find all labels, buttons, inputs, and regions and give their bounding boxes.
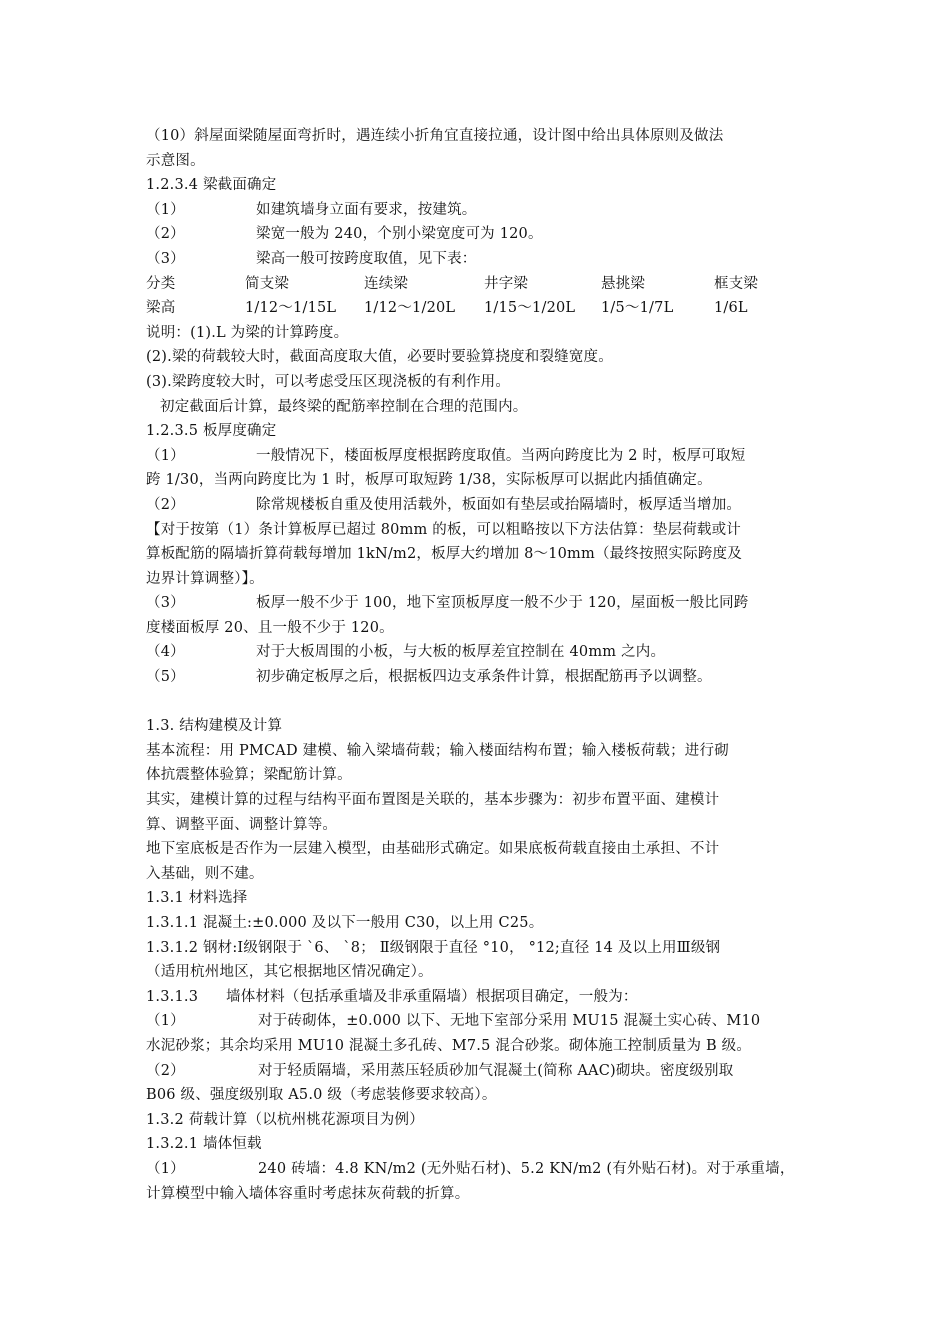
list-item: [146, 1059, 818, 1084]
paragraph-line: 计算模型中输入墙体容重时考虑抹灰荷载的折算。: [146, 1185, 470, 1202]
item-text: 板厚一般不少于 100，地下室顶板厚度一般不少于 120，屋面板一般比同跨: [256, 595, 749, 612]
item-text: 除常规楼板自重及使用活载外，板面如有垫层或抬隔墙时，板厚适当增加。: [256, 496, 742, 513]
table-cell: 分类: [146, 275, 176, 292]
table-cell: 连续梁: [364, 275, 409, 292]
item-text: 一般情况下，楼面板厚度根据跨度取值。当两向跨度比为 2 时，板厚可取短: [256, 447, 746, 464]
table-cell: 1/6L: [714, 300, 748, 317]
paragraph-line: 基本流程：用 PMCAD 建模、输入梁墙荷载；输入楼面结构布置；输入楼板荷载；进行砌: [146, 742, 729, 759]
item-text: 对于大板周围的小板，与大板的板厚差宜控制在 40mm 之内。: [256, 644, 666, 661]
item-text: 墙体材料（包括承重墙及非承重隔墙）根据项目确定，一般为：: [226, 988, 638, 1005]
section-heading: 1.3. 结构建模及计算: [146, 718, 283, 735]
item-text: 梁高一般可按跨度取值，见下表：: [256, 250, 477, 267]
beam-table-row: [146, 296, 818, 321]
paragraph-line: 1.3.1.1 混凝土:±0.000 及以下一般用 C30，以上用 C25。: [146, 915, 544, 931]
table-cell: 框支梁: [714, 275, 759, 292]
item-number: （5）: [146, 669, 185, 686]
item-number: 1.3.1.3: [146, 988, 199, 1005]
item-text: 如建筑墙身立面有要求，按建筑。: [256, 201, 477, 218]
paragraph-line: 边界计算调整）】。: [146, 570, 264, 587]
list-item: [146, 493, 818, 518]
table-cell: 悬挑梁: [601, 275, 646, 292]
beam-table-header: [146, 272, 818, 297]
item-number: （1）: [146, 1160, 185, 1177]
paragraph-line: 其实，建模计算的过程与结构平面布置图是关联的，基本步骤为：初步布置平面、建模计: [146, 792, 720, 809]
item-number: （1）: [146, 447, 185, 464]
section-heading: 1.2.3.4 梁截面确定: [146, 177, 277, 194]
list-item: [146, 222, 818, 247]
list-item: [146, 665, 818, 690]
item-number: （2）: [146, 226, 185, 243]
list-item: [146, 640, 818, 665]
table-cell: 1/12～1/15L: [245, 300, 337, 317]
paragraph-line: 地下室底板是否作为一层建入模型，由基础形式确定。如果底板荷载直接由土承担、不计: [146, 841, 720, 858]
list-item: [146, 1157, 818, 1182]
paragraph-line: B06 级、强度级别取 A5.0 级（考虑装修要求较高）。: [146, 1087, 497, 1104]
section-heading: 1.3.2 荷载计算（以杭州桃花源项目为例）: [146, 1111, 424, 1128]
item-text: 梁宽一般为 240，个别小梁宽度可为 120。: [256, 226, 543, 243]
paragraph-line: （适用杭州地区，其它根据地区情况确定）。: [146, 964, 433, 981]
note-line: (3).梁跨度较大时，可以考虑受压区现浇板的有利作用。: [146, 373, 511, 390]
list-item: [146, 1009, 818, 1034]
item-number: （1）: [146, 201, 185, 218]
paragraph-line: 示意图。: [146, 152, 205, 169]
list-item: [146, 591, 818, 616]
paragraph-line: （10）斜屋面梁随屋面弯折时，遇连续小折角宜直接拉通，设计图中给出具体原则及做法: [146, 128, 724, 144]
item-text: 初步确定板厚之后，根据板四边支承条件计算，根据配筋再予以调整。: [256, 669, 712, 686]
note-line: 说明：(1).L 为梁的计算跨度。: [146, 324, 349, 341]
table-cell: 简支梁: [245, 275, 290, 292]
item-number: （2）: [146, 496, 185, 513]
document-body: [146, 124, 818, 1206]
table-cell: 1/12～1/20L: [364, 300, 456, 317]
paragraph-line: 【对于按第（1）条计算板厚已超过 80mm 的板，可以粗略按以下方法估算：垫层荷载或计: [146, 521, 741, 538]
paragraph-line: 算板配筋的隔墙折算荷载每增加 1kN/m2，板厚大约增加 8～10mm（最终按照实际跨度及: [146, 546, 742, 563]
paragraph-line: 入基础，则不建。: [146, 865, 264, 882]
list-item: [146, 985, 818, 1010]
table-cell: 1/5～1/7L: [601, 300, 674, 317]
section-heading: 1.2.3.5 板厚度确定: [146, 423, 277, 440]
note-line: 初定截面后计算，最终梁的配筋率控制在合理的范围内。: [160, 398, 528, 415]
item-number: （3）: [146, 250, 185, 267]
list-item: [146, 198, 818, 223]
paragraph-line: 跨 1/30，当两向跨度比为 1 时，板厚可取短跨 1/38，实际板厚可以据此内插值确定。: [146, 472, 712, 489]
paragraph-line: 体抗震整体验算；梁配筋计算。: [146, 767, 352, 784]
paragraph-line: 算、调整平面、调整计算等。: [146, 816, 338, 833]
item-text: 对于轻质隔墙，采用蒸压轻质砂加气混凝土(简称 AAC)砌块。密度级别取: [258, 1062, 734, 1079]
table-cell: 井字梁: [484, 275, 529, 292]
list-item: [146, 247, 818, 272]
item-number: （3）: [146, 595, 185, 612]
item-text: 240 砖墙：4.8 KN/m2 (无外贴石材)、5.2 KN/m2 (有外贴石材)。对于承重墙，: [258, 1160, 795, 1177]
item-number: （2）: [146, 1062, 185, 1079]
note-line: (2).梁的荷载较大时，截面高度取大值，必要时要验算挠度和裂缝宽度。: [146, 349, 613, 366]
item-text: 对于砖砌体，±0.000 以下、无地下室部分采用 MU15 混凝土实心砖、M10: [258, 1013, 761, 1030]
paragraph-line: 1.3.1.2 钢材:Ⅰ级钢限于 ˋ6、 ˋ8； Ⅱ级钢限于直径 °10， °12;直径 14 及以上用Ⅲ级钢: [146, 939, 721, 956]
list-item: [146, 444, 818, 469]
paragraph-line: 水泥砂浆；其余均采用 MU10 混凝土多孔砖、M7.5 混合砂浆。砌体施工控制质量为 B 级。: [146, 1037, 752, 1054]
table-cell: 梁高: [146, 300, 176, 317]
table-cell: 1/15～1/20L: [484, 300, 576, 317]
section-heading: 1.3.1 材料选择: [146, 890, 248, 907]
paragraph-line: 度楼面板厚 20、且一般不少于 120。: [146, 619, 394, 636]
blank-line: [146, 690, 818, 715]
item-number: （4）: [146, 644, 185, 661]
section-heading: 1.3.2.1 墙体恒载: [146, 1136, 262, 1153]
item-number: （1）: [146, 1013, 185, 1030]
